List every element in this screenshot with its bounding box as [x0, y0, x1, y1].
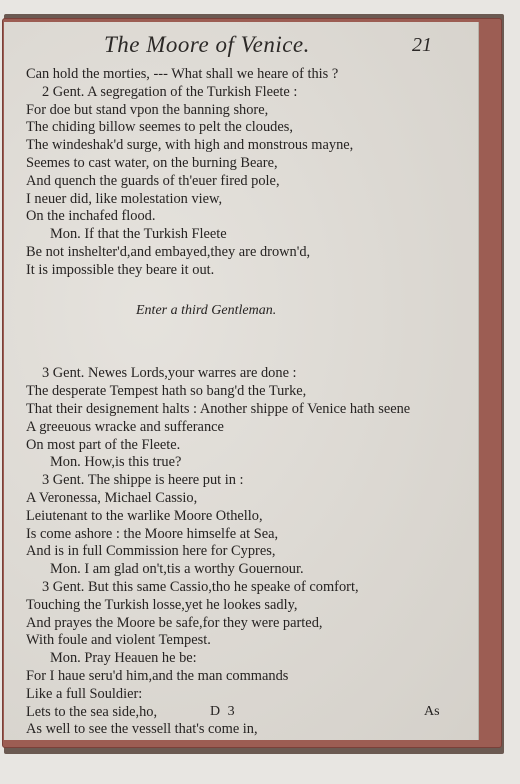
- text-line: Mon. If that the Turkish Fleete: [50, 226, 227, 243]
- text-line: On most part of the Fleete.: [26, 436, 181, 453]
- book-page: [4, 22, 479, 740]
- signature-mark: D 3: [210, 704, 237, 719]
- text-line: The windeshak'd surge, with high and monstrous mayne,: [26, 137, 354, 154]
- text-line: Seemes to cast water, on the burning Beare,: [26, 154, 278, 171]
- text-line: 3 Gent. But this same Cassio,tho he speake of comfort,: [42, 578, 359, 595]
- play-text: [26, 66, 476, 739]
- text-line: Can hold the morties, --- What shall we heare of this ?: [26, 66, 339, 82]
- page-footer: [4, 704, 484, 724]
- text-line: Lets to the sea side,ho,: [26, 703, 158, 720]
- text-line: I neuer did, like molestation view,: [26, 190, 223, 207]
- text-line: As well to see the vessell that's come in,: [26, 721, 258, 738]
- text-line: Like a full Souldier:: [26, 685, 143, 702]
- text-line: The desperate Tempest hath so bang'd the Turke,: [26, 383, 307, 400]
- text-line: And quench the guards of th'euer fired pole,: [26, 172, 280, 189]
- text-line: Mon. Pray Heauen he be:: [50, 650, 197, 667]
- page-header: [4, 32, 504, 56]
- text-line: Touching the Turkish losse,yet he lookes sadly,: [26, 596, 298, 613]
- text-line: Leiutenant to the warlike Moore Othello,: [26, 507, 263, 524]
- text-line: 3 Gent. The shippe is heere put in :: [42, 472, 244, 489]
- text-line: For doe but stand vpon the banning shore,: [26, 101, 269, 118]
- text-line: Is come ashore : the Moore himselfe at Sea,: [26, 525, 279, 542]
- text-line: Be not inshelter'd,and embayed,they are drown'd,: [26, 243, 311, 260]
- text-line: For I haue seru'd him,and the man commands: [26, 667, 289, 684]
- text-line: 3 Gent. Newes Lords,your warres are done :: [42, 365, 297, 382]
- stage-direction: Enter a third Gentleman.: [136, 302, 277, 318]
- text-line: With foule and violent Tempest.: [26, 632, 211, 649]
- text-line: Mon. I am glad on't,tis a worthy Gouernour.: [50, 561, 304, 578]
- text-line: And prayes the Moore be safe,for they were parted,: [26, 614, 323, 631]
- text-line: Mon. How,is this true?: [50, 454, 182, 471]
- catchword: As: [424, 704, 440, 719]
- text-line: The chiding billow seemes to pelt the cloudes,: [26, 119, 293, 136]
- text-line: It is impossible they beare it out.: [26, 261, 215, 278]
- page-number: 21: [412, 34, 432, 56]
- text-line: A Veronessa, Michael Cassio,: [26, 489, 198, 506]
- text-line: And is in full Commission here for Cypres,: [26, 543, 276, 560]
- text-line: That their designement halts : Another shippe of Venice hath seene: [26, 400, 411, 417]
- text-line: 2 Gent. A segregation of the Turkish Fleete :: [42, 83, 298, 100]
- text-line: On the inchafed flood.: [26, 208, 156, 225]
- running-title: The Moore of Venice.: [104, 32, 310, 57]
- text-line: A greeuous wracke and sufferance: [26, 418, 224, 435]
